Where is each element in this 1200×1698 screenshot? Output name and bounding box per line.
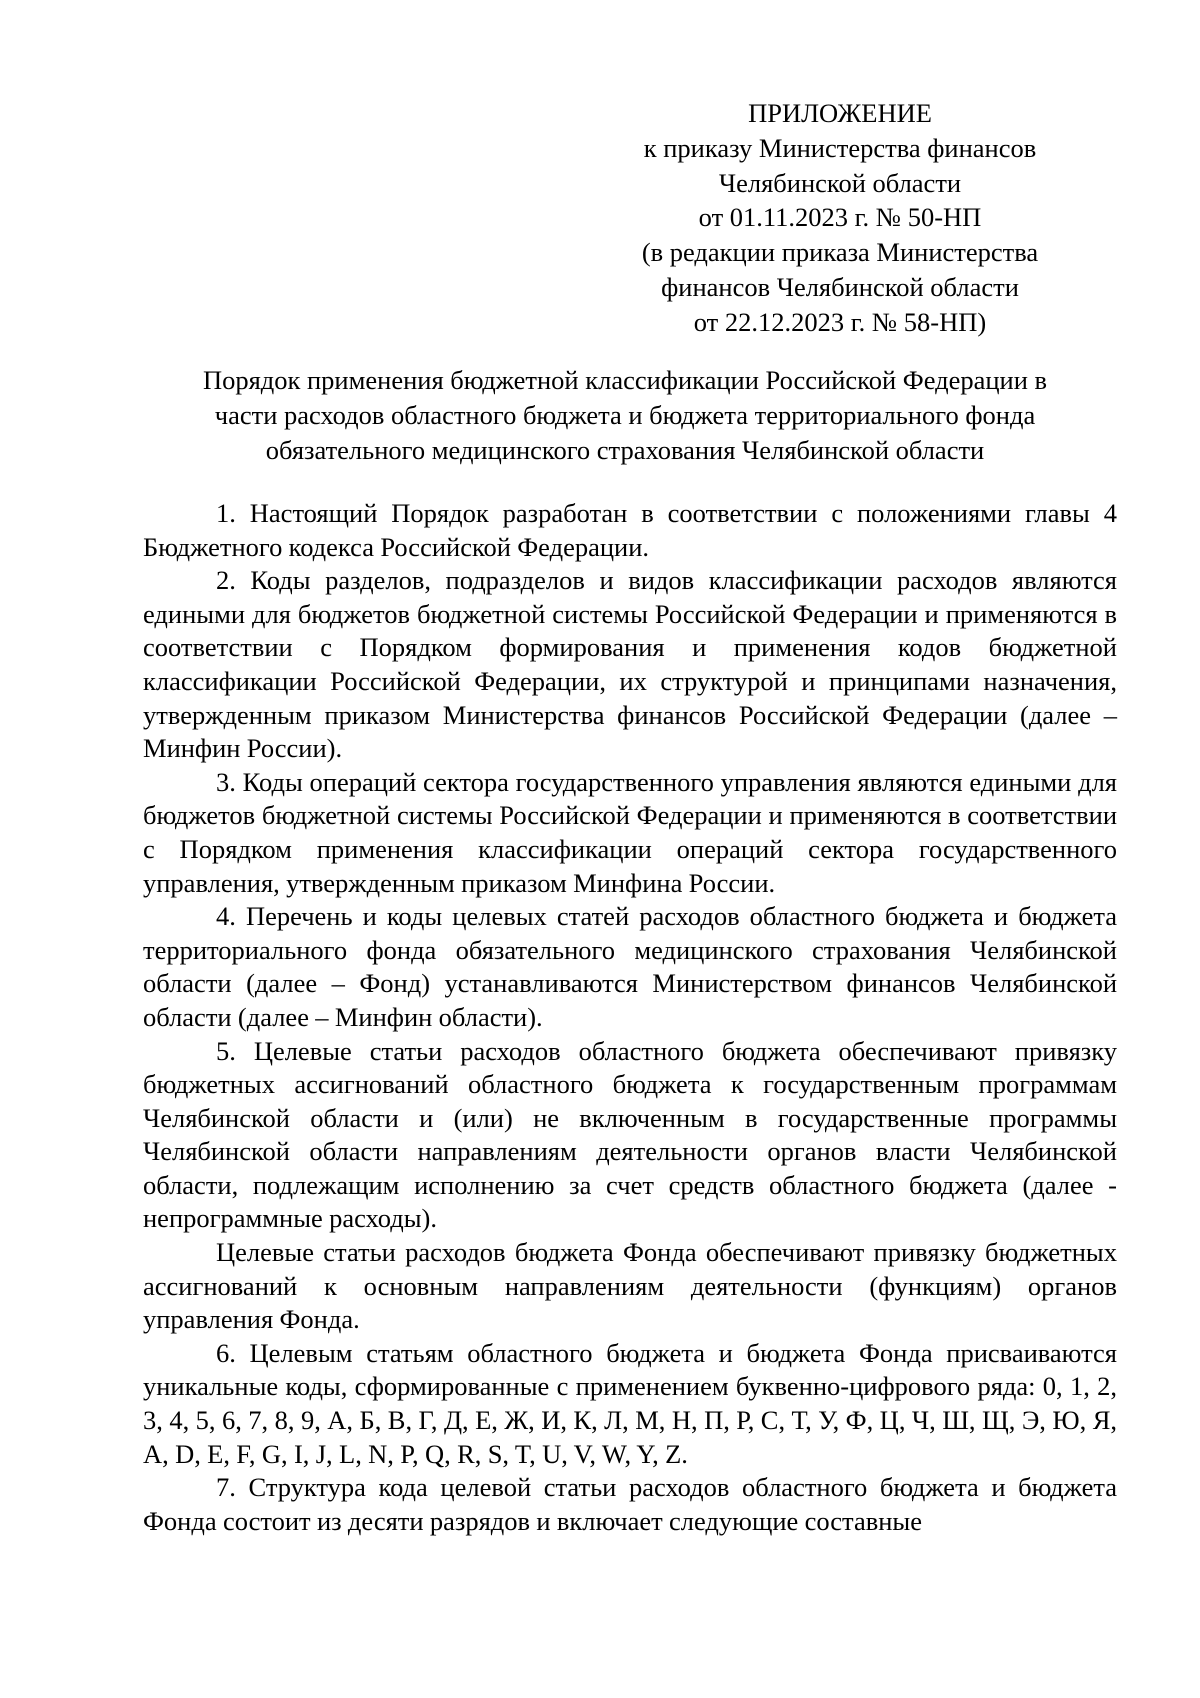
appendix-line: к приказу Министерства финансов: [643, 132, 1037, 163]
title-line: обязательного медицинского страхования Челябинской области: [265, 434, 985, 465]
appendix-block: [590, 96, 1090, 340]
document-body: [143, 497, 1117, 1538]
appendix-line: Челябинской области: [718, 167, 962, 198]
paragraph-7: 7. Структура кода целевой статьи расходов областного бюджета и бюджета Фонда состоит из десяти разрядов и включает следующие составные: [143, 1472, 1117, 1536]
paragraph-1: 1. Настоящий Порядок разработан в соответствии с положениями главы 4 Бюджетного кодекса Российской Федерации.: [143, 498, 1117, 562]
paragraph-2: 2. Коды разделов, подразделов и видов классификации расходов являются едиными для бюджетов бюджетной системы Российской Федерации и применяются в соответствии с Порядком формирования и применения кодов бюджетной классификации Российской Федерации, их структурой и принципами назначения, утвержденным приказом Министерства финансов Российской Федерации (далее – Минфин России).: [143, 565, 1117, 764]
paragraph-6: 6. Целевым статьям областного бюджета и бюджета Фонда присваиваются уникальные коды, сформированные с применением буквенно-цифрового ряда: 0, 1, 2, 3, 4, 5, 6, 7, 8, 9, А, Б, В, Г, Д, Е, Ж, И, К, Л, М, Н, П, Р, С, Т, У, Ф, Ц, Ч, Ш, Щ, Э, Ю, Я, A, D, E, F, G, I, J, L, N, P, Q, R, S, T, U, V, W, Y, Z.: [143, 1337, 1117, 1469]
title-line: части расходов областного бюджета и бюджета территориального фонда: [214, 399, 1036, 430]
document-title: [140, 363, 1110, 467]
paragraph-4: 4. Перечень и коды целевых статей расходов областного бюджета и бюджета территориального фонда обязательного медицинского страхования Челябинской области (далее – Фонд) устанавливаются Министерством финансов Челябинской области (далее – Минфин области).: [143, 901, 1117, 1032]
title-line: Порядок применения бюджетной классификации Российской Федерации в: [202, 365, 1048, 395]
appendix-heading: ПРИЛОЖЕНИЕ: [748, 98, 932, 128]
appendix-line: от 22.12.2023 г. № 58-НП): [693, 306, 987, 337]
appendix-line: от 01.11.2023 г. № 50-НП: [698, 202, 982, 233]
appendix-line: финансов Челябинской области: [661, 271, 1019, 302]
appendix-line: (в редакции приказа Министерства: [641, 237, 1039, 268]
paragraph-5: 5. Целевые статьи расходов областного бюджета обеспечивают привязку бюджетных ассигнований областного бюджета к государственным программам Челябинской области и (или) не включенным в государственные программы Челябинской области направлениям деятельности органов власти Челябинской области, подлежащим исполнению за счет средств областного бюджета (далее - непрограммные расходы).: [143, 1035, 1117, 1234]
paragraph-5-continued: Целевые статьи расходов бюджета Фонда обеспечивают привязку бюджетных ассигнований к основным направлениям деятельности (функциям) органов управления Фонда.: [143, 1237, 1117, 1335]
paragraph-3: 3. Коды операций сектора государственного управления являются едиными для бюджетов бюджетной системы Российской Федерации и применяются в соответствии с Порядком применения классификации операций сектора государственного управления, утвержденным приказом Минфина России.: [143, 766, 1117, 898]
